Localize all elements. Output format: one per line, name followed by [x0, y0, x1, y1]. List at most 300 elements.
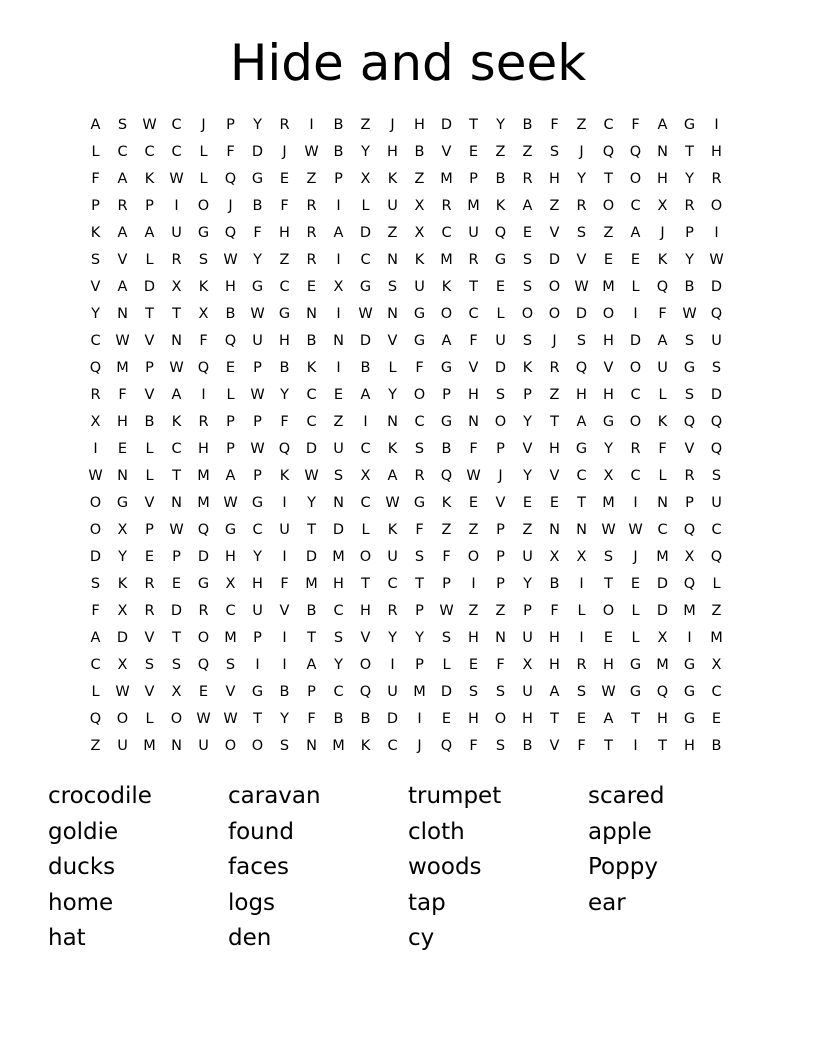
- grid-letter: I: [282, 629, 287, 646]
- grid-letter: F: [631, 116, 640, 133]
- grid-letter: J: [579, 143, 584, 160]
- grid-letter: S: [333, 629, 344, 646]
- grid-letter: S: [198, 251, 209, 268]
- grid-letter: D: [548, 251, 561, 268]
- grid-row: [82, 273, 730, 300]
- grid-letter: H: [684, 737, 695, 754]
- grid-letter: E: [522, 494, 533, 511]
- grid-letter: G: [629, 656, 642, 673]
- grid-letter: I: [255, 656, 260, 673]
- grid-letter: Q: [656, 278, 669, 295]
- grid-letter: K: [90, 224, 101, 241]
- grid-row: [82, 111, 730, 138]
- grid-letter: E: [117, 440, 128, 457]
- grid-letter: Z: [495, 602, 506, 619]
- word-item: found: [228, 818, 294, 845]
- grid-letter: Q: [278, 440, 291, 457]
- grid-letter: U: [711, 332, 722, 349]
- grid-letter: P: [496, 521, 505, 538]
- grid-letter: Z: [549, 197, 560, 214]
- grid-letter: Y: [388, 629, 397, 646]
- grid-letter: X: [90, 413, 101, 430]
- grid-letter: E: [522, 224, 533, 241]
- grid-letter: I: [390, 656, 395, 673]
- grid-letter: P: [334, 170, 343, 187]
- grid-letter: G: [413, 332, 426, 349]
- grid-letter: G: [278, 305, 291, 322]
- grid-letter: F: [307, 710, 316, 727]
- grid-letter: U: [387, 548, 398, 565]
- grid-letter: F: [469, 737, 478, 754]
- grid-letter: Q: [710, 440, 723, 457]
- grid-letter: N: [468, 413, 479, 430]
- grid-letter: L: [577, 602, 586, 619]
- grid-letter: G: [413, 494, 426, 511]
- word-item: cloth: [408, 818, 465, 845]
- grid-row: [82, 138, 730, 165]
- grid-letter: D: [251, 143, 264, 160]
- grid-row: [82, 732, 730, 759]
- grid-letter: F: [469, 332, 478, 349]
- word-item: cy: [408, 925, 435, 952]
- grid-letter: D: [359, 332, 372, 349]
- grid-letter: W: [169, 521, 184, 538]
- grid-letter: N: [549, 521, 560, 538]
- grid-row: [82, 219, 730, 246]
- grid-letter: W: [196, 710, 211, 727]
- grid-letter: Q: [89, 359, 102, 376]
- grid-letter: C: [252, 521, 263, 538]
- grid-letter: S: [576, 224, 587, 241]
- word-item: Poppy: [588, 854, 658, 881]
- grid-letter: K: [171, 413, 182, 430]
- grid-letter: Z: [441, 521, 452, 538]
- grid-letter: M: [656, 656, 669, 673]
- grid-letter: Z: [468, 602, 479, 619]
- grid-letter: P: [253, 629, 262, 646]
- grid-letter: T: [550, 413, 559, 430]
- grid-letter: P: [469, 170, 478, 187]
- grid-letter: V: [144, 386, 155, 403]
- grid-letter: P: [685, 224, 694, 241]
- grid-letter: D: [386, 710, 399, 727]
- grid-letter: L: [361, 197, 370, 214]
- grid-letter: R: [171, 251, 182, 268]
- grid-letter: I: [309, 116, 314, 133]
- grid-letter: F: [280, 575, 289, 592]
- grid-letter: L: [199, 143, 208, 160]
- grid-letter: Q: [224, 332, 237, 349]
- grid-letter: V: [117, 251, 128, 268]
- grid-letter: E: [603, 629, 614, 646]
- grid-letter: M: [440, 170, 453, 187]
- grid-letter: Q: [602, 143, 615, 160]
- grid-letter: Q: [575, 359, 588, 376]
- grid-letter: P: [253, 359, 262, 376]
- grid-letter: S: [90, 575, 101, 592]
- grid-letter: G: [116, 494, 129, 511]
- grid-letter: C: [711, 521, 722, 538]
- grid-letter: I: [687, 629, 692, 646]
- grid-letter: T: [172, 305, 181, 322]
- grid-letter: R: [549, 359, 560, 376]
- grid-letter: G: [494, 251, 507, 268]
- grid-letter: T: [604, 170, 613, 187]
- grid-letter: O: [494, 413, 507, 430]
- grid-letter: U: [468, 224, 479, 241]
- grid-letter: W: [601, 683, 616, 700]
- grid-letter: K: [387, 170, 398, 187]
- grid-letter: Y: [253, 548, 262, 565]
- grid-letter: P: [307, 683, 316, 700]
- word-item: woods: [408, 854, 482, 881]
- grid-letter: T: [415, 575, 424, 592]
- grid-letter: K: [441, 278, 452, 295]
- grid-letter: T: [469, 116, 478, 133]
- grid-letter: O: [89, 494, 102, 511]
- grid-letter: V: [144, 494, 155, 511]
- grid-letter: C: [90, 332, 101, 349]
- grid-letter: B: [333, 143, 344, 160]
- grid-letter: J: [228, 197, 233, 214]
- grid-letter: H: [603, 332, 614, 349]
- grid-letter: Z: [603, 224, 614, 241]
- word-list: [48, 780, 788, 958]
- grid-letter: W: [142, 116, 157, 133]
- grid-letter: W: [304, 467, 319, 484]
- grid-letter: L: [631, 278, 640, 295]
- grid-letter: M: [197, 467, 210, 484]
- grid-letter: F: [253, 224, 262, 241]
- grid-letter: T: [172, 629, 181, 646]
- grid-letter: H: [576, 386, 587, 403]
- grid-letter: Z: [279, 251, 290, 268]
- grid-letter: O: [170, 710, 183, 727]
- grid-letter: P: [226, 413, 235, 430]
- word-item: apple: [588, 818, 652, 845]
- grid-letter: P: [496, 548, 505, 565]
- grid-letter: N: [387, 305, 398, 322]
- grid-letter: C: [333, 683, 344, 700]
- grid-letter: C: [90, 656, 101, 673]
- grid-letter: X: [414, 197, 425, 214]
- grid-letter: F: [199, 332, 208, 349]
- grid-letter: S: [684, 386, 695, 403]
- grid-letter: F: [496, 656, 505, 673]
- grid-letter: X: [603, 467, 614, 484]
- grid-letter: O: [197, 629, 210, 646]
- grid-letter: Y: [334, 656, 343, 673]
- grid-letter: Y: [523, 467, 532, 484]
- grid-letter: I: [282, 548, 287, 565]
- grid-letter: B: [684, 278, 695, 295]
- grid-row: [82, 516, 730, 543]
- grid-letter: C: [144, 143, 155, 160]
- grid-letter: V: [279, 602, 290, 619]
- grid-letter: F: [280, 413, 289, 430]
- grid-letter: A: [117, 278, 128, 295]
- grid-letter: S: [279, 737, 290, 754]
- grid-letter: T: [307, 521, 316, 538]
- grid-letter: L: [658, 467, 667, 484]
- grid-letter: Q: [197, 521, 210, 538]
- grid-letter: Y: [523, 413, 532, 430]
- grid-letter: H: [549, 170, 560, 187]
- grid-letter: P: [145, 521, 154, 538]
- grid-letter: Q: [494, 224, 507, 241]
- grid-letter: N: [306, 305, 317, 322]
- grid-letter: I: [579, 629, 584, 646]
- grid-letter: A: [576, 413, 587, 430]
- grid-letter: H: [198, 440, 209, 457]
- grid-letter: P: [226, 116, 235, 133]
- grid-letter: N: [387, 413, 398, 430]
- grid-letter: D: [710, 278, 723, 295]
- grid-letter: E: [225, 359, 236, 376]
- grid-letter: H: [657, 170, 668, 187]
- grid-letter: Z: [522, 521, 533, 538]
- grid-letter: B: [252, 197, 263, 214]
- grid-letter: D: [629, 332, 642, 349]
- grid-letter: C: [630, 467, 641, 484]
- grid-letter: Q: [359, 683, 372, 700]
- grid-letter: J: [390, 116, 395, 133]
- grid-letter: X: [117, 602, 128, 619]
- grid-letter: N: [333, 494, 344, 511]
- grid-letter: B: [522, 737, 533, 754]
- grid-letter: G: [224, 521, 237, 538]
- grid-letter: E: [306, 278, 317, 295]
- grid-letter: G: [197, 224, 210, 241]
- grid-letter: B: [360, 710, 371, 727]
- grid-letter: C: [630, 197, 641, 214]
- grid-letter: X: [171, 683, 182, 700]
- grid-letter: X: [198, 305, 209, 322]
- grid-letter: A: [522, 197, 533, 214]
- grid-row: [82, 435, 730, 462]
- grid-row: [82, 570, 730, 597]
- grid-letter: G: [440, 359, 453, 376]
- grid-letter: T: [253, 710, 262, 727]
- grid-letter: A: [333, 224, 344, 241]
- grid-letter: H: [549, 440, 560, 457]
- grid-letter: K: [306, 359, 317, 376]
- grid-letter: L: [145, 440, 154, 457]
- letter-grid: [82, 111, 730, 759]
- grid-letter: O: [548, 278, 561, 295]
- grid-letter: I: [633, 494, 638, 511]
- grid-letter: E: [495, 278, 506, 295]
- grid-letter: O: [521, 305, 534, 322]
- grid-letter: S: [90, 251, 101, 268]
- grid-letter: H: [711, 143, 722, 160]
- grid-letter: M: [440, 251, 453, 268]
- grid-letter: I: [714, 224, 719, 241]
- grid-letter: G: [413, 305, 426, 322]
- grid-letter: C: [333, 602, 344, 619]
- grid-letter: V: [684, 440, 695, 457]
- grid-letter: R: [387, 602, 398, 619]
- grid-letter: I: [336, 197, 341, 214]
- grid-letter: N: [171, 737, 182, 754]
- grid-letter: X: [684, 548, 695, 565]
- grid-letter: N: [117, 467, 128, 484]
- grid-letter: M: [332, 548, 345, 565]
- word-item: caravan: [228, 783, 321, 809]
- grid-letter: O: [359, 656, 372, 673]
- grid-letter: E: [549, 494, 560, 511]
- grid-letter: E: [576, 710, 587, 727]
- grid-letter: C: [387, 575, 398, 592]
- grid-letter: S: [414, 440, 425, 457]
- grid-letter: O: [413, 386, 426, 403]
- grid-letter: O: [467, 548, 480, 565]
- grid-row: [82, 705, 730, 732]
- grid-letter: Z: [522, 143, 533, 160]
- grid-letter: P: [496, 575, 505, 592]
- grid-letter: C: [306, 413, 317, 430]
- grid-letter: O: [548, 305, 561, 322]
- grid-letter: P: [496, 440, 505, 457]
- grid-letter: G: [251, 170, 264, 187]
- grid-letter: X: [522, 656, 533, 673]
- grid-letter: K: [144, 170, 155, 187]
- grid-letter: B: [279, 683, 290, 700]
- grid-letter: Z: [360, 116, 371, 133]
- grid-letter: H: [603, 656, 614, 673]
- grid-letter: R: [306, 251, 317, 268]
- grid-letter: K: [279, 467, 290, 484]
- grid-letter: Q: [197, 359, 210, 376]
- grid-letter: I: [579, 575, 584, 592]
- grid-letter: C: [468, 305, 479, 322]
- grid-letter: G: [683, 116, 696, 133]
- grid-letter: J: [282, 143, 287, 160]
- grid-letter: B: [333, 116, 344, 133]
- grid-letter: S: [576, 683, 587, 700]
- grid-letter: V: [144, 332, 155, 349]
- grid-letter: T: [685, 143, 694, 160]
- grid-letter: H: [549, 656, 560, 673]
- grid-letter: S: [387, 278, 398, 295]
- grid-row: [82, 543, 730, 570]
- grid-letter: S: [711, 359, 722, 376]
- grid-letter: E: [630, 575, 641, 592]
- grid-letter: W: [250, 305, 265, 322]
- grid-letter: L: [226, 386, 235, 403]
- grid-letter: A: [657, 116, 668, 133]
- grid-letter: V: [495, 494, 506, 511]
- grid-letter: K: [441, 494, 452, 511]
- grid-letter: A: [441, 332, 452, 349]
- grid-letter: O: [116, 710, 129, 727]
- grid-letter: M: [602, 278, 615, 295]
- grid-letter: W: [709, 251, 724, 268]
- grid-letter: A: [360, 386, 371, 403]
- grid-row: [82, 246, 730, 273]
- grid-letter: G: [683, 656, 696, 673]
- grid-letter: H: [333, 575, 344, 592]
- grid-letter: K: [522, 359, 533, 376]
- word-item: trumpet: [408, 783, 502, 809]
- grid-letter: M: [656, 548, 669, 565]
- grid-letter: E: [441, 710, 452, 727]
- grid-letter: C: [360, 440, 371, 457]
- grid-letter: D: [359, 224, 372, 241]
- grid-letter: S: [117, 116, 128, 133]
- grid-letter: O: [89, 521, 102, 538]
- grid-letter: N: [495, 629, 506, 646]
- grid-letter: Y: [685, 170, 694, 187]
- grid-letter: W: [223, 494, 238, 511]
- grid-letter: I: [174, 197, 179, 214]
- grid-row: [82, 624, 730, 651]
- grid-letter: U: [522, 629, 533, 646]
- grid-letter: P: [415, 656, 424, 673]
- grid-letter: G: [575, 440, 588, 457]
- grid-letter: H: [522, 710, 533, 727]
- grid-letter: Z: [495, 143, 506, 160]
- grid-letter: Z: [90, 737, 101, 754]
- grid-letter: H: [387, 143, 398, 160]
- grid-letter: B: [333, 710, 344, 727]
- grid-letter: G: [251, 278, 264, 295]
- grid-letter: W: [601, 521, 616, 538]
- grid-letter: A: [306, 656, 317, 673]
- grid-letter: H: [657, 710, 668, 727]
- grid-letter: V: [549, 467, 560, 484]
- grid-letter: P: [442, 575, 451, 592]
- grid-letter: C: [225, 602, 236, 619]
- grid-letter: L: [145, 467, 154, 484]
- grid-letter: S: [711, 467, 722, 484]
- grid-row: [82, 408, 730, 435]
- grid-letter: D: [116, 629, 129, 646]
- grid-letter: O: [602, 305, 615, 322]
- grid-row: [82, 489, 730, 516]
- grid-letter: X: [549, 548, 560, 565]
- grid-row: [82, 381, 730, 408]
- grid-letter: O: [197, 197, 210, 214]
- grid-letter: P: [523, 386, 532, 403]
- grid-letter: U: [198, 737, 209, 754]
- grid-letter: R: [198, 413, 209, 430]
- grid-letter: M: [143, 737, 156, 754]
- grid-letter: C: [387, 737, 398, 754]
- grid-letter: M: [467, 197, 480, 214]
- grid-letter: V: [603, 359, 614, 376]
- grid-letter: K: [387, 440, 398, 457]
- word-item: goldie: [48, 818, 119, 845]
- grid-letter: H: [414, 116, 425, 133]
- grid-letter: X: [117, 656, 128, 673]
- grid-letter: M: [413, 683, 426, 700]
- grid-letter: I: [633, 305, 638, 322]
- grid-letter: H: [117, 413, 128, 430]
- grid-letter: D: [710, 386, 723, 403]
- grid-letter: G: [683, 359, 696, 376]
- grid-letter: W: [169, 170, 184, 187]
- grid-letter: B: [144, 413, 155, 430]
- grid-letter: P: [145, 359, 154, 376]
- grid-letter: W: [169, 359, 184, 376]
- grid-letter: H: [279, 224, 290, 241]
- grid-letter: D: [305, 440, 318, 457]
- grid-letter: B: [414, 143, 425, 160]
- grid-letter: R: [684, 197, 695, 214]
- grid-letter: R: [522, 170, 533, 187]
- grid-letter: S: [414, 548, 425, 565]
